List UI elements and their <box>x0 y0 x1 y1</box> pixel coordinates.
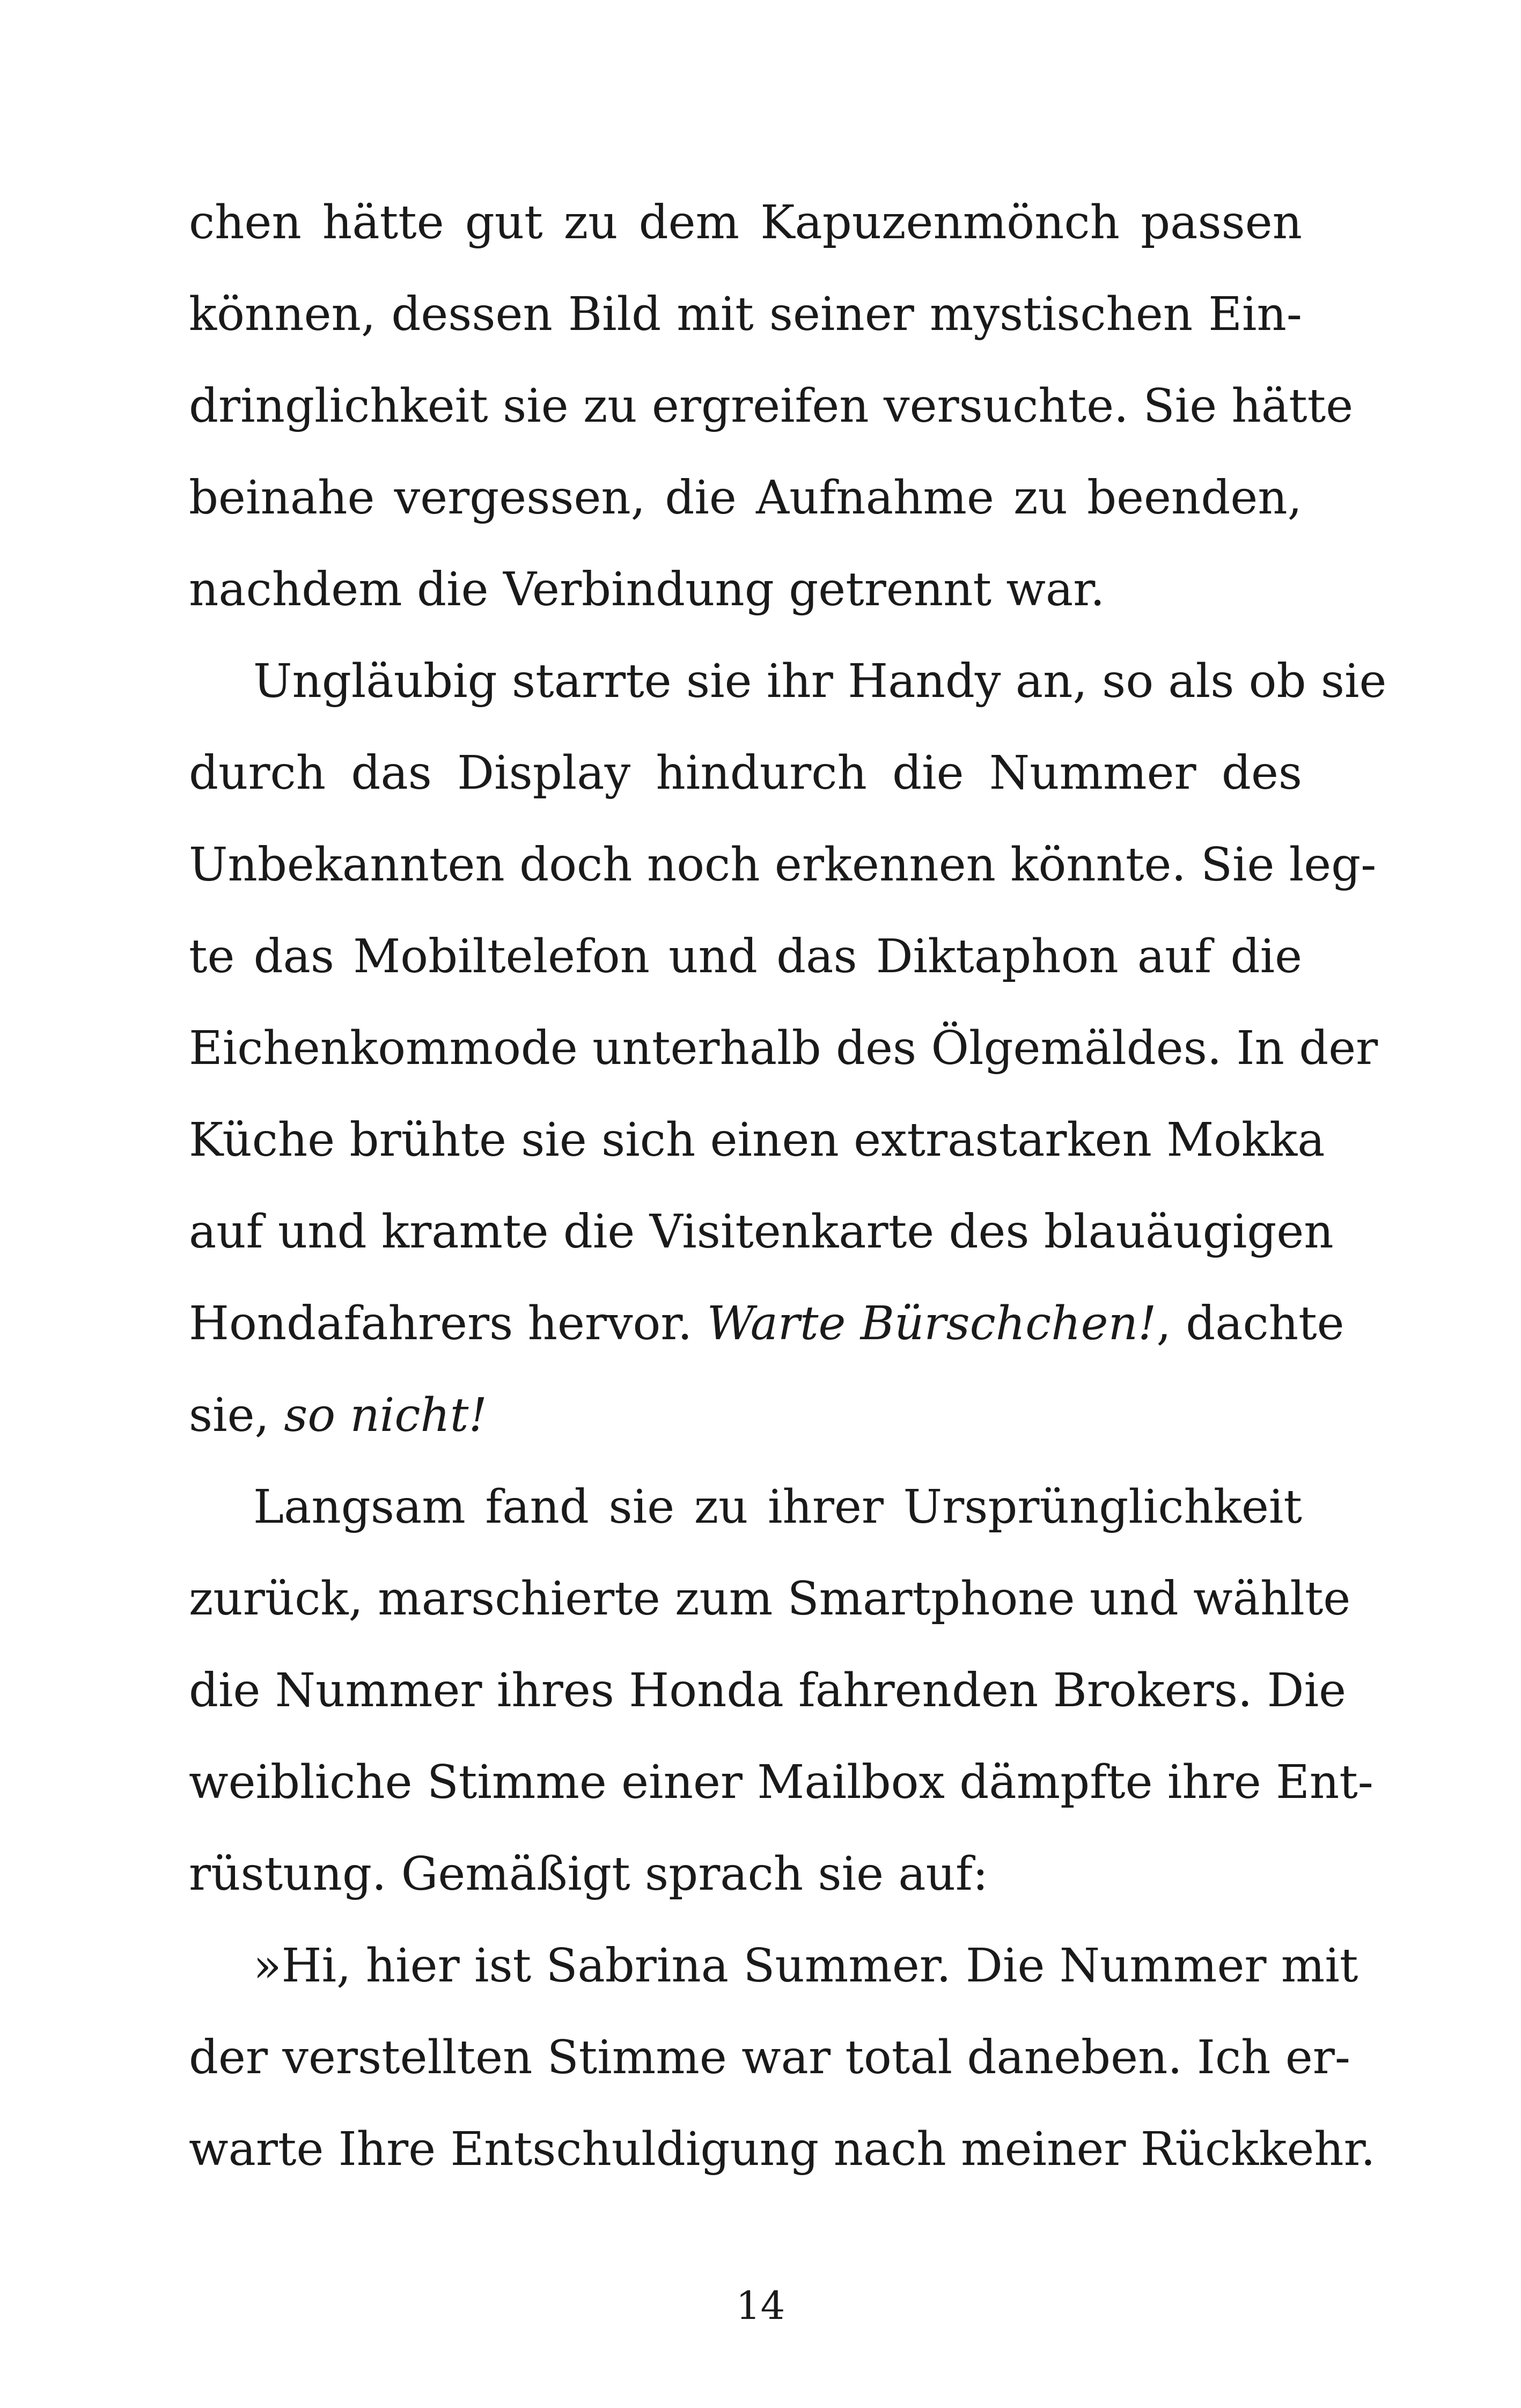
text-line: Ungläubig starrte sie ihr Handy an, so als ob sie <box>253 655 1387 708</box>
text-line: Küche brühte sie sich einen extrastarken Mokka <box>189 1113 1325 1167</box>
text-line: »Hi, hier ist Sabrina Summer. Die Nummer mit <box>253 1939 1358 1993</box>
text-line: dringlichkeit sie zu ergreifen versuchte. Sie hätte <box>189 379 1354 433</box>
text-line: warte Ihre Entschuldigung nach meiner Rückkehr. <box>189 2123 1376 2176</box>
text-line: weibliche Stimme einer Mailbox dämpfte ihre Ent- <box>189 1756 1373 1809</box>
text-line: te das Mobiltelefon und das Diktaphon auf die <box>189 930 1302 983</box>
italic-text: Warte Bürschchen! <box>707 1297 1157 1350</box>
text-line: der verstellten Stimme war total daneben. Ich er- <box>189 2031 1350 2084</box>
text-line: zurück, marschierte zum Smartphone und wählte <box>189 1572 1351 1626</box>
italic-text: so nicht! <box>284 1389 488 1442</box>
text-line: rüstung. Gemäßigt sprach sie auf: <box>189 1847 988 1901</box>
text-line: beinahe vergessen, die Aufnahme zu beenden, <box>189 471 1302 525</box>
text-line <box>189 1278 1344 1370</box>
text-line: nachdem die Verbindung getrennt war. <box>189 563 1105 616</box>
text-line: können, dessen Bild mit seiner mystischen Ein- <box>189 288 1302 341</box>
text-line: durch das Display hindurch die Nummer des <box>189 746 1302 800</box>
text-line: die Nummer ihres Honda fahrenden Brokers. Die <box>189 1664 1346 1717</box>
text-line: chen hätte gut zu dem Kapuzenmönch passen <box>189 196 1302 249</box>
text-line: Eichenkommode unterhalb des Ölgemäldes. In der <box>189 1022 1378 1075</box>
page-number: 14 <box>736 2283 785 2328</box>
text-run: sie, <box>189 1389 284 1442</box>
body-text <box>189 177 1387 2196</box>
text-line <box>189 1370 1302 1462</box>
text-run: , dachte <box>1156 1297 1344 1350</box>
text-run: Hondafahrers hervor. <box>189 1297 707 1350</box>
text-line: auf und kramte die Visitenkarte des blauäugigen <box>189 1205 1334 1259</box>
text-line: Unbekannten doch noch erkennen könnte. Sie leg- <box>189 838 1377 892</box>
text-line: Langsam fand sie zu ihrer Ursprünglichkeit <box>253 1480 1302 1534</box>
